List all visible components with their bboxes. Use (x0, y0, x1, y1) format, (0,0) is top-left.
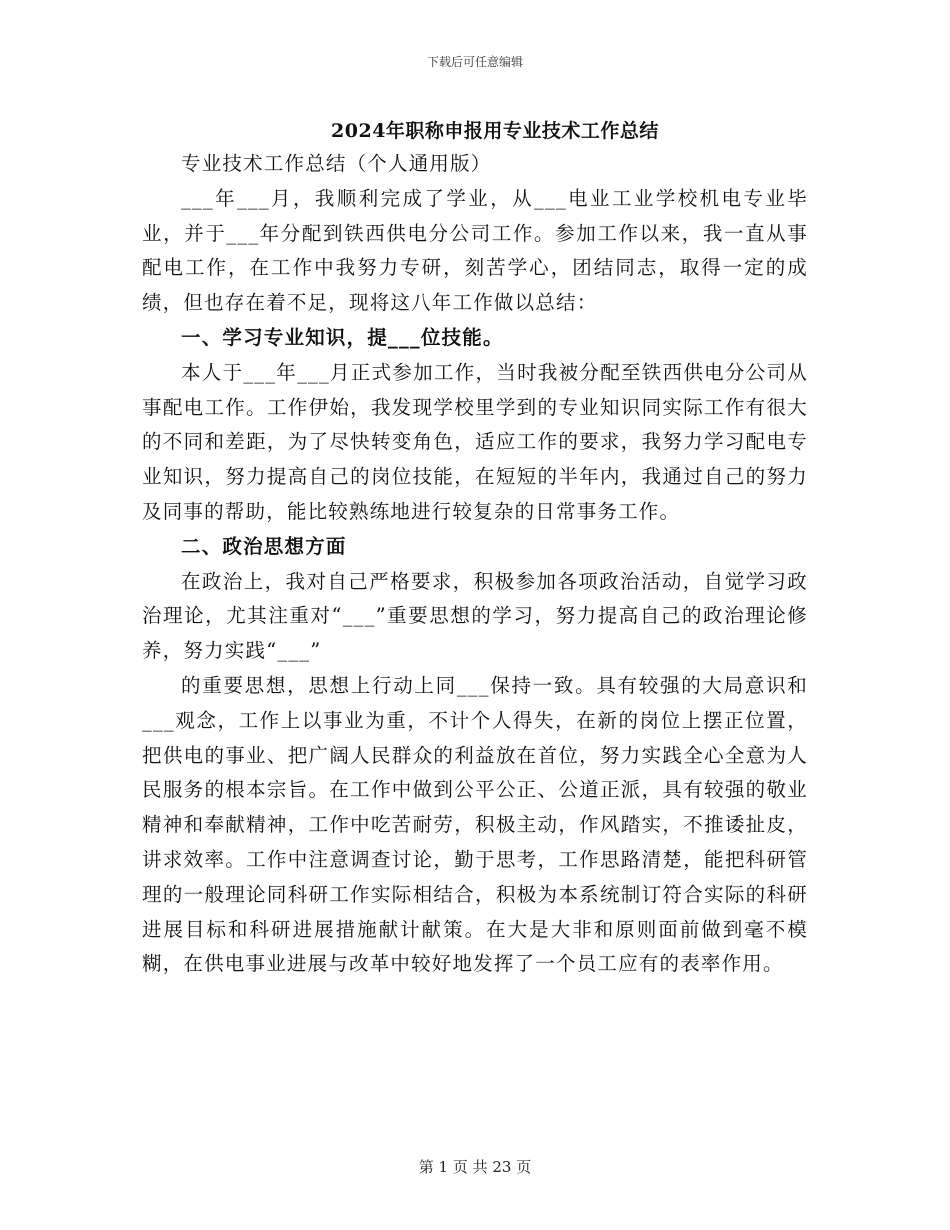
intro-paragraph: ___年___月，我顺利完成了学业，从___电业工业学校机电专业毕业，并于___年分配到铁西供电分公司工作。参加工作以来，我一直从事配电工作，在工作中我努力专研，刻苦学心，团结同志，取得一定的成绩，但也存在着不足，现将这八年工作做以总结： (142, 186, 808, 315)
page-number: 第 1 页 共 23 页 (418, 1158, 532, 1176)
section-heading-1: 一、学习专业知识，提___位技能。 (181, 325, 504, 349)
body-paragraph: 在政治上，我对自己严格要求，积极参加各项政治活动，自觉学习政治理论，尤其注重对“___”重要思想的学习，努力提高自己的政治理论修养，努力实践“___” (142, 569, 808, 663)
subtitle-paragraph: 专业技术工作总结（个人通用版） (181, 152, 492, 175)
body-paragraph: 的重要思想，思想上行动上同___保持一致。具有较强的大局意识和___观念，工作上以事业为重，不计个人得失，在新的岗位上摆正位置，把供电的事业、把广阔人民群众的利益放在首位，努力实践全心全意为人民服务的根本宗旨。在工作中做到公平公正、公道正派，具有较强的敬业精神和奉献精神，工作中吃苦耐劳，积极主动，作风踏实，不推诿扯皮，讲求效率。工作中注意调查讨论，勤于思考，工作思路清楚，能把科研管理的一般理论同科研工作实际相结合，积极为本系统制订符合实际的科研进展目标和科研进展措施献计献策。在大是大非和原则面前做到毫不模糊，在供电事业进展与改革中较好地发挥了一个员工应有的表率作用。 (142, 673, 808, 976)
header-note: 下载后可任意编辑 (426, 55, 523, 69)
section-heading-2: 二、政治思想方面 (181, 534, 347, 558)
document-body (142, 147, 808, 982)
document-title: 2024年职称申报用专业技术工作总结 (331, 120, 659, 142)
body-paragraph: 本人于___年___月正式参加工作，当时我被分配至铁西供电分公司从事配电工作。工作伊始，我发现学校里学到的专业知识同实际工作有很大的不同和差距，为了尽快转变角色，适应工作的要求，我努力学习配电专业知识，努力提高自己的岗位技能，在短短的半年内，我通过自己的努力及同事的帮助，能比较熟练地进行较复杂的日常事务工作。 (142, 360, 808, 523)
